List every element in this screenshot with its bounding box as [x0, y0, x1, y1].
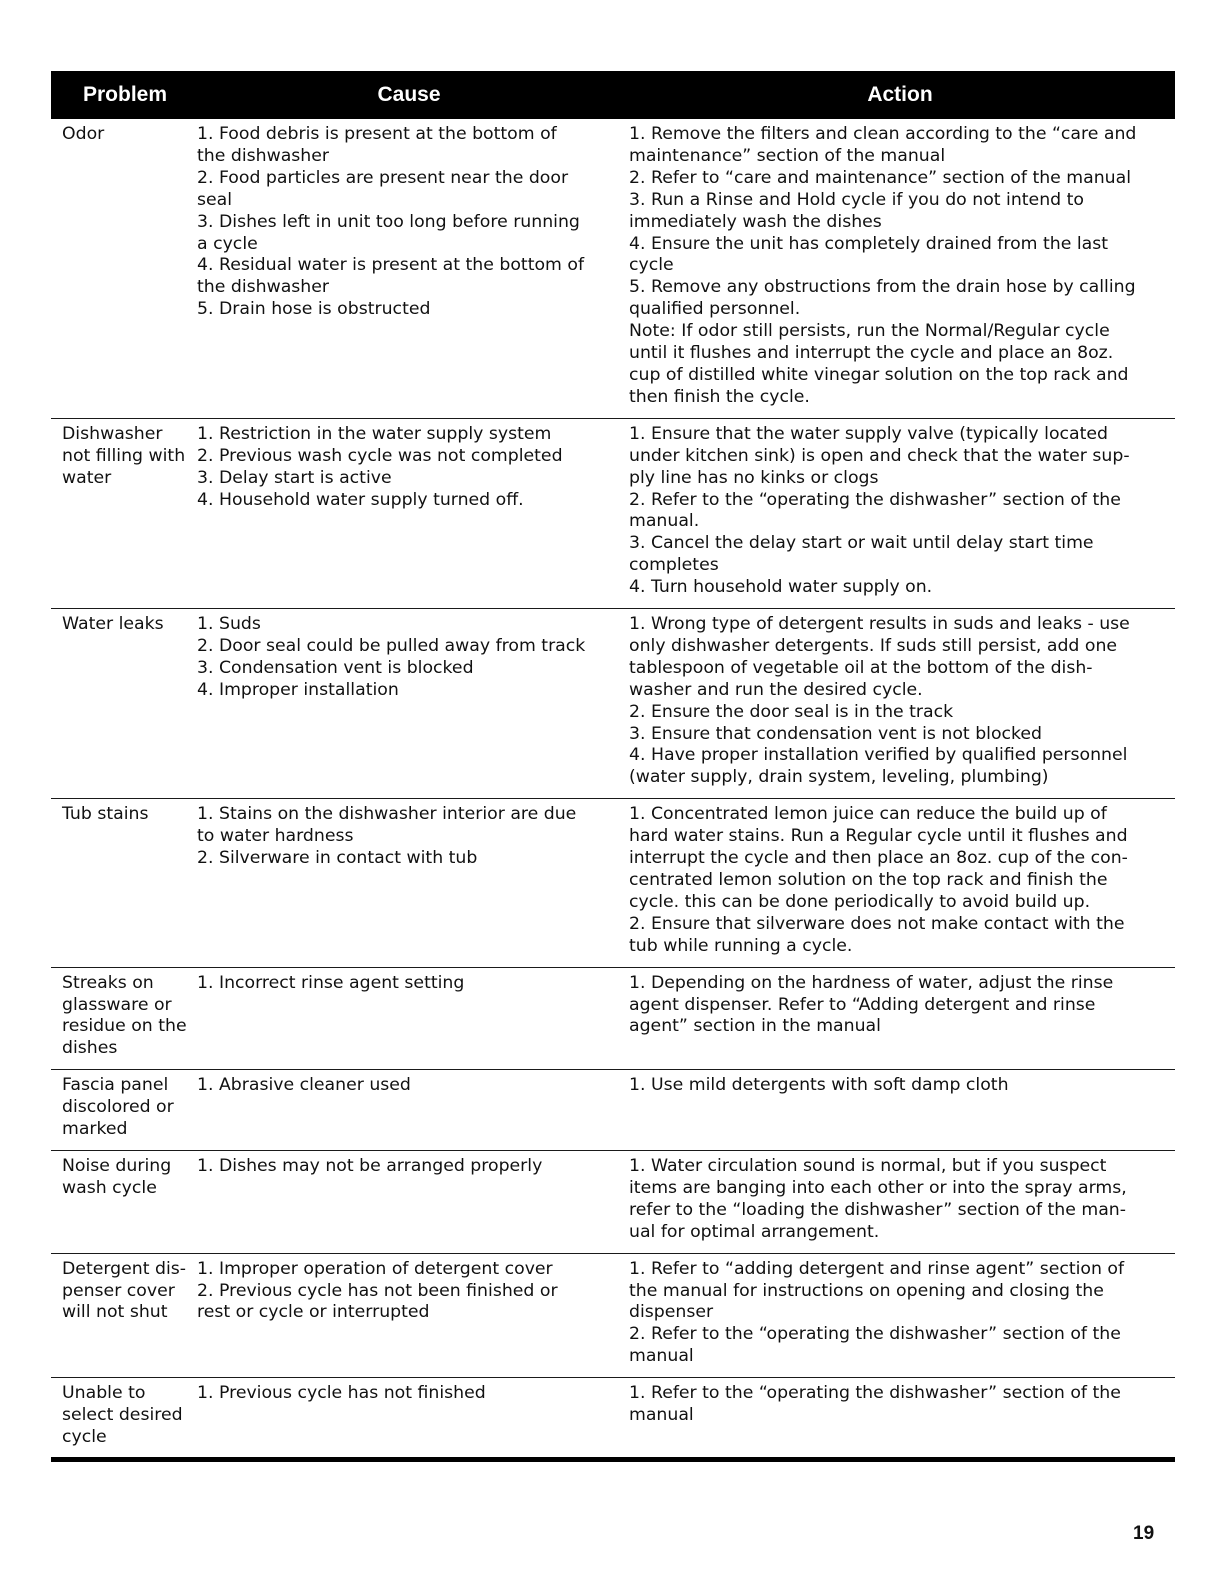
action-text-line: 2. Refer to “care and maintenance” section of the manual	[629, 167, 1132, 188]
header-problem: Problem	[51, 71, 193, 119]
problem-cell	[51, 1378, 193, 1460]
action-cell	[625, 799, 1175, 967]
action-text-line: 1. Concentrated lemon juice can reduce the build up of	[629, 804, 1107, 825]
cause-text-line: 3. Dishes left in unit too long before running	[197, 211, 580, 232]
table-header	[51, 71, 1175, 119]
table-row	[51, 1378, 1175, 1460]
action-text-line: until it flushes and interrupt the cycle and place an 8oz.	[629, 343, 1114, 364]
action-text-line: 1. Wrong type of detergent results in suds and leaks - use	[629, 614, 1130, 635]
troubleshooting-table	[51, 71, 1175, 1462]
action-text-line: 3. Ensure that condensation vent is not blocked	[629, 723, 1043, 744]
cause-cell	[193, 799, 625, 967]
cause-text-line: 2. Previous wash cycle was not completed	[197, 445, 563, 466]
action-text-line: cycle	[629, 255, 674, 276]
action-text-line: agent dispenser. Refer to “Adding detergent and rinse	[629, 994, 1096, 1015]
action-text-line: immediately wash the dishes	[629, 211, 882, 232]
action-text-line: completes	[629, 555, 719, 576]
cause-text-line: to water hardness	[197, 826, 354, 847]
cause-cell	[193, 967, 625, 1070]
table-row	[51, 1150, 1175, 1253]
action-text-line: 2. Ensure that silverware does not make contact with the	[629, 913, 1125, 934]
page-number: 19	[1133, 1523, 1155, 1544]
action-text-line: 2. Refer to the “operating the dishwasher” section of the	[629, 489, 1121, 510]
cause-text-line: 1. Restriction in the water supply system	[197, 423, 552, 444]
cause-text-line: 4. Residual water is present at the bottom of	[197, 255, 585, 276]
action-cell	[625, 119, 1175, 418]
action-text-line: ply line has no kinks or clogs	[629, 467, 879, 488]
action-cell	[625, 1150, 1175, 1253]
action-text-line: 3. Cancel the delay start or wait until delay start time	[629, 533, 1094, 554]
action-cell	[625, 1070, 1175, 1151]
action-cell	[625, 1378, 1175, 1460]
action-text-line: tub while running a cycle.	[629, 935, 853, 956]
cause-text-line: 1. Food debris is present at the bottom of	[197, 124, 557, 144]
cause-text-line: 1. Incorrect rinse agent setting	[197, 972, 465, 993]
cause-cell	[193, 119, 625, 418]
action-text-line: washer and run the desired cycle.	[629, 679, 923, 700]
action-text-line: cup of distilled white vinegar solution on the top rack and	[629, 364, 1129, 385]
cause-cell	[193, 1378, 625, 1460]
action-text-line: interrupt the cycle and then place an 8oz. cup of the con-	[629, 848, 1128, 869]
problem-text-line: residue on the	[62, 1016, 187, 1037]
action-text-line: qualified personnel.	[629, 299, 801, 320]
cause-text-line: 1. Dishes may not be arranged properly	[197, 1155, 543, 1176]
action-text-line: Note: If odor still persists, run the Normal/Regular cycle	[629, 321, 1110, 342]
cause-text-line: the dishwasher	[197, 145, 329, 166]
problem-cell	[51, 119, 193, 418]
problem-text-line: Tub stains	[62, 804, 149, 825]
problem-cell	[51, 799, 193, 967]
header-row	[51, 71, 1175, 119]
cause-text-line: 3. Condensation vent is blocked	[197, 657, 474, 678]
cause-text-line: 1. Improper operation of detergent cover	[197, 1258, 553, 1279]
action-cell	[625, 418, 1175, 608]
action-text-line: 3. Run a Rinse and Hold cycle if you do not intend to	[629, 189, 1084, 210]
action-text-line: 1. Depending on the hardness of water, adjust the rinse	[629, 972, 1114, 993]
action-text-line: tablespoon of vegetable oil at the bottom of the dish-	[629, 657, 1093, 678]
cause-cell	[193, 1150, 625, 1253]
cause-text-line: 3. Delay start is active	[197, 467, 392, 488]
cause-text-line: a cycle	[197, 233, 258, 254]
cause-text-line: 4. Household water supply turned off.	[197, 489, 524, 510]
table-row	[51, 418, 1175, 608]
action-text-line: cycle. this can be done periodically to avoid build up.	[629, 891, 1091, 912]
cause-text-line: 2. Food particles are present near the door	[197, 167, 569, 188]
problem-text-line: Water leaks	[62, 614, 164, 635]
action-text-line: manual	[629, 1346, 694, 1367]
cause-text-line: 1. Stains on the dishwasher interior are due	[197, 804, 577, 825]
cause-text-line: the dishwasher	[197, 277, 329, 298]
problem-text-line: water	[62, 467, 112, 488]
action-text-line: 4. Turn household water supply on.	[629, 577, 933, 598]
action-text-line: 2. Refer to the “operating the dishwasher” section of the	[629, 1324, 1121, 1345]
action-text-line: then finish the cycle.	[629, 386, 810, 407]
action-text-line: (water supply, drain system, leveling, plumbing)	[629, 767, 1049, 788]
table-row	[51, 799, 1175, 967]
cause-text-line: rest or cycle or interrupted	[197, 1302, 430, 1323]
problem-cell	[51, 1070, 193, 1151]
action-text-line: under kitchen sink) is open and check that the water sup-	[629, 445, 1130, 466]
problem-text-line: cycle	[62, 1426, 107, 1447]
action-text-line: the manual for instructions on opening and closing the	[629, 1280, 1104, 1301]
problem-text-line: not filling with	[62, 445, 186, 466]
problem-text-line: penser cover	[62, 1280, 175, 1301]
problem-text-line: Detergent dis-	[62, 1258, 186, 1279]
problem-cell	[51, 609, 193, 799]
cause-text-line: 1. Previous cycle has not finished	[197, 1383, 486, 1404]
cause-text-line: seal	[197, 189, 233, 210]
action-text-line: 1. Refer to “adding detergent and rinse agent” section of	[629, 1258, 1125, 1279]
action-text-line: 1. Water circulation sound is normal, but if you suspect	[629, 1155, 1107, 1176]
action-text-line: refer to the “loading the dishwasher” section of the man-	[629, 1199, 1126, 1220]
cause-text-line: 2. Silverware in contact with tub	[197, 848, 478, 869]
action-text-line: agent” section in the manual	[629, 1016, 881, 1037]
problem-text-line: Noise during	[62, 1155, 172, 1176]
table-row	[51, 1253, 1175, 1378]
cause-cell	[193, 609, 625, 799]
table-row	[51, 967, 1175, 1070]
problem-text-line: glassware or	[62, 994, 172, 1015]
problem-cell	[51, 1150, 193, 1253]
problem-text-line: Unable to	[62, 1383, 146, 1404]
cause-cell	[193, 1253, 625, 1378]
cause-text-line: 2. Door seal could be pulled away from track	[197, 635, 586, 656]
action-text-line: 1. Use mild detergents with soft damp cloth	[629, 1075, 1009, 1096]
table-row	[51, 119, 1175, 418]
cause-text-line: 1. Suds	[197, 614, 261, 635]
header-cause: Cause	[193, 71, 625, 119]
problem-cell	[51, 967, 193, 1070]
action-text-line: hard water stains. Run a Regular cycle until it flushes and	[629, 826, 1128, 847]
cause-text-line: 5. Drain hose is obstructed	[197, 299, 431, 320]
problem-text-line: wash cycle	[62, 1177, 157, 1198]
action-text-line: 2. Ensure the door seal is in the track	[629, 701, 954, 722]
problem-text-line: will not shut	[62, 1302, 168, 1323]
action-text-line: centrated lemon solution on the top rack and finish the	[629, 870, 1108, 890]
problem-text-line: Fascia panel	[62, 1075, 169, 1096]
action-text-line: items are banging into each other or into the spray arms,	[629, 1177, 1127, 1198]
cause-text-line: 4. Improper installation	[197, 679, 399, 700]
action-text-line: 4. Have proper installation verified by qualified personnel	[629, 745, 1128, 766]
header-action: Action	[625, 71, 1175, 119]
cause-cell	[193, 1070, 625, 1151]
problem-text-line: discolored or	[62, 1097, 174, 1118]
action-text-line: 1. Remove the filters and clean according to the “care and	[629, 124, 1137, 144]
problem-text-line: Odor	[62, 124, 105, 144]
table-body	[51, 119, 1175, 1459]
problem-cell	[51, 418, 193, 608]
problem-cell	[51, 1253, 193, 1378]
action-text-line: 5. Remove any obstructions from the drain hose by calling	[629, 277, 1136, 298]
action-text-line: manual.	[629, 511, 700, 532]
action-text-line: 1. Refer to the “operating the dishwasher” section of the	[629, 1383, 1121, 1404]
problem-text-line: Streaks on	[62, 972, 154, 993]
problem-text-line: marked	[62, 1119, 128, 1140]
action-text-line: manual	[629, 1405, 694, 1426]
action-text-line: ual for optimal arrangement.	[629, 1221, 880, 1242]
problem-text-line: Dishwasher	[62, 423, 163, 444]
action-text-line: maintenance” section of the manual	[629, 145, 946, 166]
action-text-line: dispenser	[629, 1302, 714, 1323]
action-cell	[625, 1253, 1175, 1378]
action-cell	[625, 609, 1175, 799]
problem-text-line: select desired	[62, 1405, 183, 1426]
action-text-line: only dishwasher detergents. If suds still persist, add one	[629, 635, 1118, 656]
table-row	[51, 609, 1175, 799]
table-row	[51, 1070, 1175, 1151]
cause-text-line: 2. Previous cycle has not been finished or	[197, 1280, 558, 1301]
action-text-line: 1. Ensure that the water supply valve (typically located	[629, 423, 1108, 444]
action-cell	[625, 967, 1175, 1070]
action-text-line: 4. Ensure the unit has completely drained from the last	[629, 233, 1109, 254]
cause-cell	[193, 418, 625, 608]
cause-text-line: 1. Abrasive cleaner used	[197, 1075, 411, 1096]
problem-text-line: dishes	[62, 1038, 118, 1059]
